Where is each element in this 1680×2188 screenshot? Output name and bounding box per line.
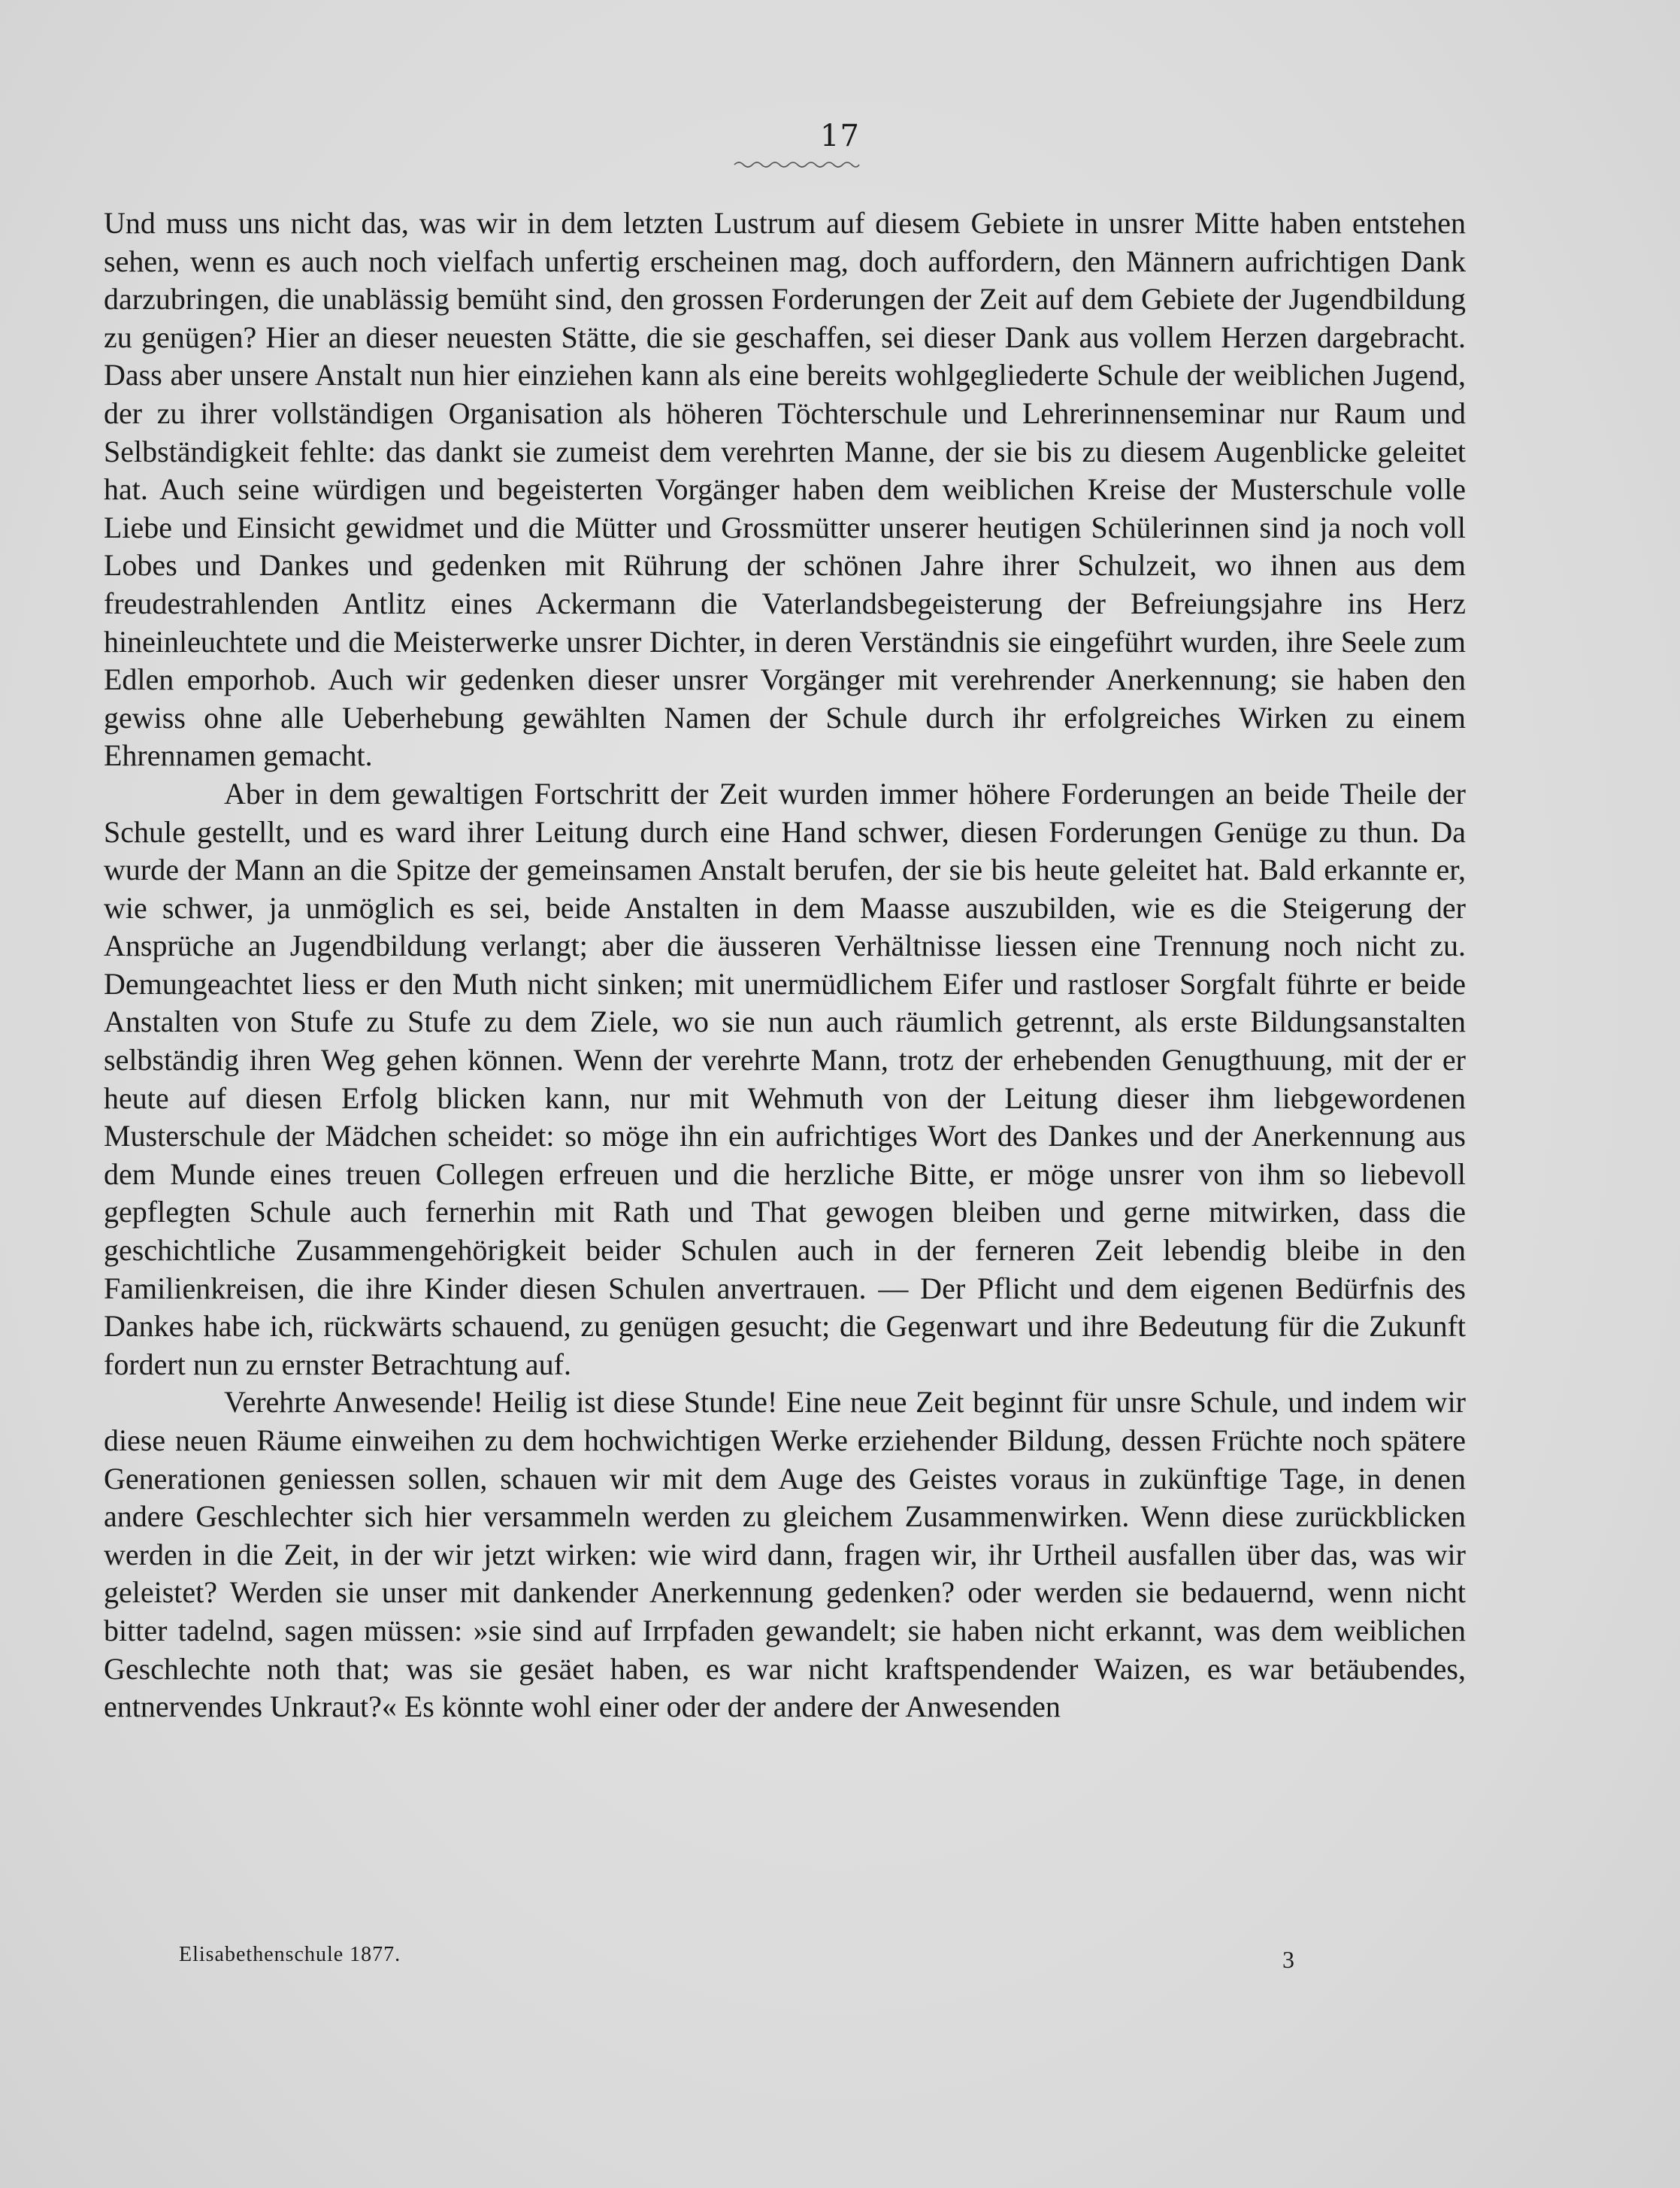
- page-number: 17: [820, 119, 860, 153]
- body-text: [104, 205, 1466, 1726]
- sheet-number: 3: [1282, 1946, 1294, 1973]
- paragraph: Aber in dem gewaltigen Fortschritt der Zeit wurden immer höhere Forderungen an beide Theile der Schule gestellt, und es ward ihrer Leitung durch eine Hand schwer, diesen Forderungen Genüge zu thun. Da wurde der Mann an die Spitze der gemeinsamen Anstalt berufen, der sie bis heute geleitet hat. Bald erkannte er, wie schwer, ja unmöglich es sei, beide Anstalten in dem Maasse auszubilden, wie es die Steigerung der Ansprüche an Jugendbildung verlangt; aber die äusseren Verhältnisse liessen eine Trennung noch nicht zu. Demungeachtet liess er den Muth nicht sinken; mit unermüdlichem Eifer und rastloser Sorgfalt führte er beide Anstalten von Stufe zu Stufe zu dem Ziele, wo sie nun auch räumlich getrennt, als erste Bildungsanstalten selbständig ihren Weg gehen können. Wenn der verehrte Mann, trotz der erhebenden Genugthuung, mit der er heute auf diesen Erfolg blicken kann, nur mit Wehmuth von der Leitung dieser ihm liebgewordenen Musterschule der Mädchen scheidet: so möge ihn ein aufrichtiges Wort des Dankes und der Anerkennung aus dem Munde eines treuen Collegen erfreuen und die herzliche Bitte, er möge unsrer von ihm so liebevoll gepflegten Schule auch fernerhin mit Rath und That gewogen bleiben und gerne mitwirken, dass die geschichtliche Zusammengehörigkeit beider Schulen auch in der ferneren Zeit lebendig bleibe in den Familienkreisen, die ihre Kinder diesen Schulen anvertrauen. — Der Pflicht und dem eigenen Bedürfnis des Dankes habe ich, rückwärts schauend, zu genügen gesucht; die Gegenwart und ihre Bedeutung für die Zukunft fordert nun zu ernster Betrachtung auf.: [104, 776, 1466, 1381]
- decorative-rule: [733, 159, 861, 170]
- paragraph: Verehrte Anwesende! Heilig ist diese Stunde! Eine neue Zeit beginnt für unsre Schule, und indem wir diese neuen Räume einweihen zu dem hochwichtigen Werke erziehender Bildung, dessen Früchte noch spätere Generationen geniessen sollen, schauen wir mit dem Auge des Geistes voraus in zukünftige Tage, in denen andere Geschlechter sich hier versammeln werden zu gleichem Zusammenwirken. Wenn diese zurückblicken werden in die Zeit, in der wir jetzt wirken: wie wird dann, fragen wir, ihr Urtheil ausfallen über das, was wir geleistet? Werden sie unser mit dankender Anerkennung gedenken? oder werden sie bedauernd, wenn nicht bitter tadelnd, sagen müssen: »sie sind auf Irrpfaden gewandelt; sie haben nicht erkannt, was dem weiblichen Geschlechte noth that; was sie gesäet haben, es war nicht kraftspendender Waizen, es war betäubendes, entnervendes Unkraut?« Es könnte wohl einer oder der andere der Anwesenden: [104, 1385, 1466, 1724]
- footer-signature: Elisabethenschule 1877.: [179, 1943, 401, 1966]
- paragraph: Und muss uns nicht das, was wir in dem letzten Lustrum auf diesem Gebiete in unsrer Mitte haben entstehen sehen, wenn es auch noch vielfach unfertig erscheinen mag, doch auffordern, den Männern aufrichtigen Dank darzubringen, die unablässig bemüht sind, den grossen Forderungen der Zeit auf dem Gebiete der Jugendbildung zu genügen? Hier an dieser neuesten Stätte, die sie geschaffen, sei dieser Dank aus vollem Herzen dargebracht. Dass aber unsere Anstalt nun hier einziehen kann als eine bereits wohlgegliederte Schule der weiblichen Jugend, der zu ihrer vollständigen Organisation als höheren Töchterschule und Lehrerinnenseminar nur Raum und Selbständigkeit fehlte: das dankt sie zumeist dem verehrten Manne, der sie bis zu diesem Augenblicke geleitet hat. Auch seine würdigen und begeisterten Vorgänger haben dem weiblichen Kreise der Musterschule volle Liebe und Einsicht gewidmet und die Mütter und Grossmütter unserer heutigen Schülerinnen sind ja noch voll Lobes und Dankes und gedenken mit Rührung der schönen Jahre ihrer Schulzeit, wo ihnen aus dem freudestrahlenden Antlitz eines Ackermann die Vaterlandsbegeisterung der Befreiungsjahre ins Herz hineinleuchtete und die Meisterwerke unsrer Dichter, in deren Verständnis sie eingeführt wurden, ihre Seele zum Edlen emporhob. Auch wir gedenken dieser unsrer Vorgänger mit verehrender Anerkennung; sie haben den gewiss ohne alle Ueberhebung gewählten Namen der Schule durch ihr erfolgreiches Wirken zu einem Ehrennamen gemacht.: [104, 206, 1466, 773]
